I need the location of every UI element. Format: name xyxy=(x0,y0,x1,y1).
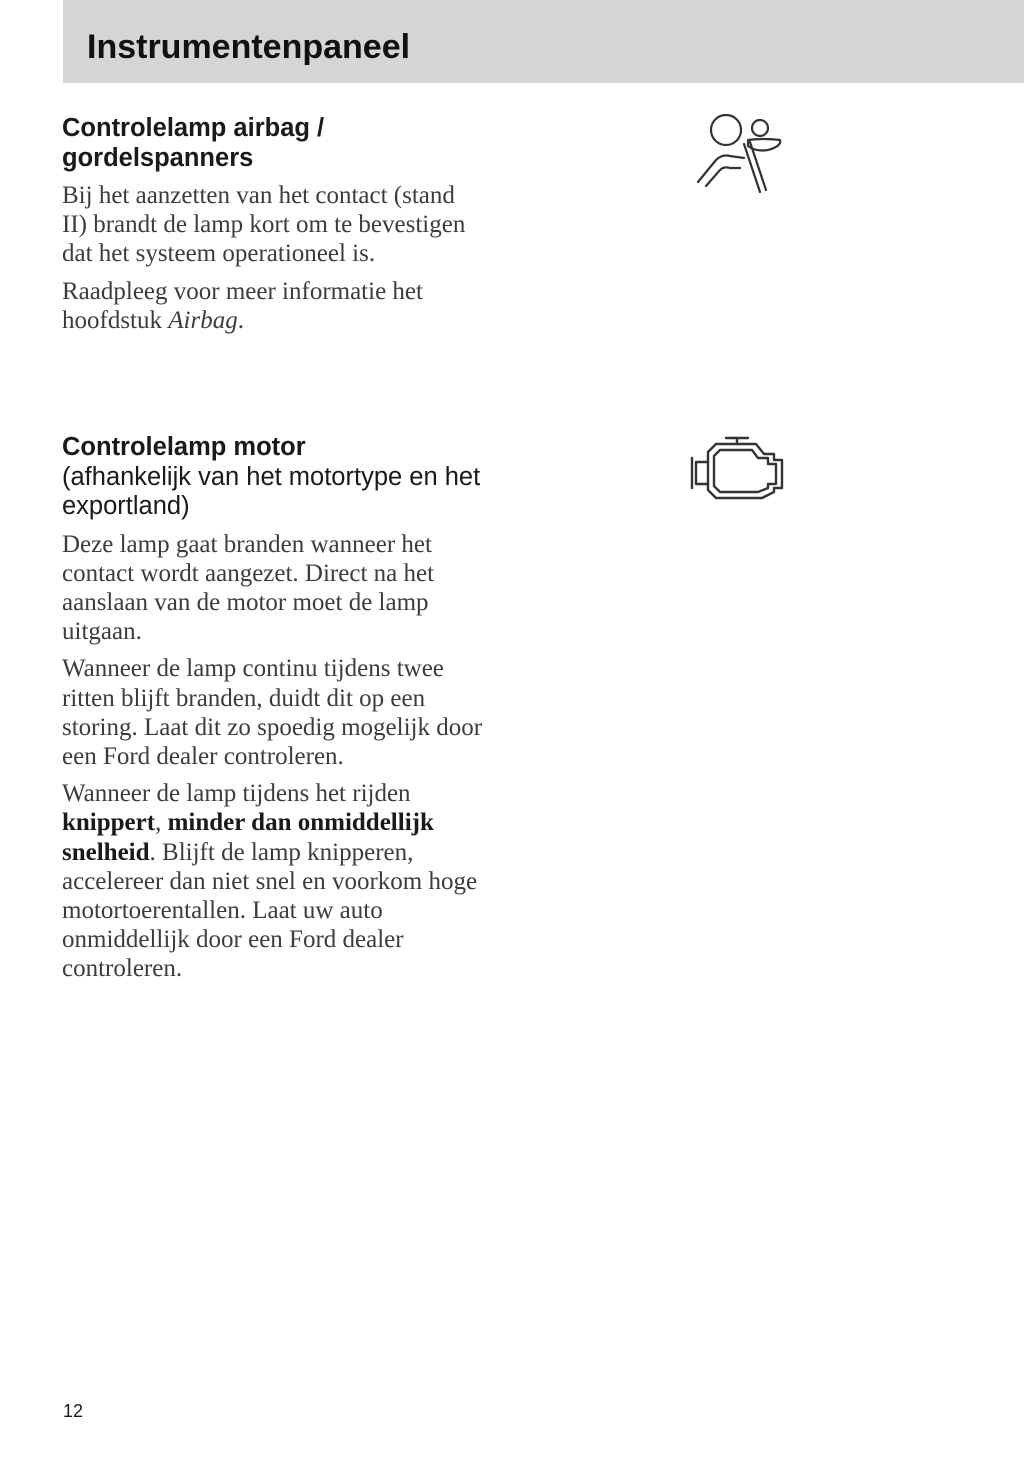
heading-line-2: gordelspanners xyxy=(62,143,254,172)
engine-paragraph-3-start: Wanneer de lamp tijdens het rijden xyxy=(62,780,411,808)
airbag-paragraph-1: Bij het aanzetten van het contact (stand II) brandt de lamp kort om te bevestigen dat het systeem operationeel is. xyxy=(62,182,466,268)
section-airbag xyxy=(62,114,502,335)
heading-engine-sub: (afhankelijk van het motortype en het exportland) xyxy=(62,462,481,520)
page-title: Instrumentenpaneel xyxy=(87,28,411,66)
engine-paragraph-2: Wanneer de lamp continu tijdens twee ritten blijft branden, duidt dit op een storing. Laat dit zo spoedig mogelijk door een Ford dealer controleren. xyxy=(62,655,483,770)
airbag-paragraph-2-end: . xyxy=(237,306,244,334)
engine-paragraph-3-bold-1: knippert xyxy=(62,809,156,837)
airbag-paragraph-2-italic: Airbag xyxy=(168,306,238,334)
section-heading-airbag xyxy=(62,114,502,173)
page-number: 12 xyxy=(63,1401,84,1421)
section-engine xyxy=(62,433,502,984)
engine-paragraph-3-bold-2: minder dan onmiddellijk snelheid xyxy=(62,809,434,866)
section-heading-engine xyxy=(62,433,502,522)
airbag-paragraph-2-text: Raadpleeg voor meer informatie het hoofdstuk xyxy=(62,277,423,334)
engine-warning-icon xyxy=(686,432,796,504)
heading-engine-bold: Controlelamp motor xyxy=(62,433,306,461)
engine-paragraph-3-end: . Blijft de lamp knipperen, accelereer dan niet snel en voorkom hoge motortoerentallen. Laat uw auto onmiddellijk door een Ford dealer controleren. xyxy=(62,838,478,983)
engine-paragraph-1: Deze lamp gaat branden wanneer het contact wordt aangezet. Direct na het aanslaan van de motor moet de lamp uitgaan. xyxy=(62,530,435,646)
airbag-warning-icon xyxy=(694,110,786,196)
airbag-paragraph-2 xyxy=(62,277,502,335)
engine-paragraph-3 xyxy=(62,779,492,983)
heading-line-1: Controlelamp airbag / xyxy=(62,114,325,142)
engine-paragraph-3-comma: , xyxy=(155,809,168,837)
